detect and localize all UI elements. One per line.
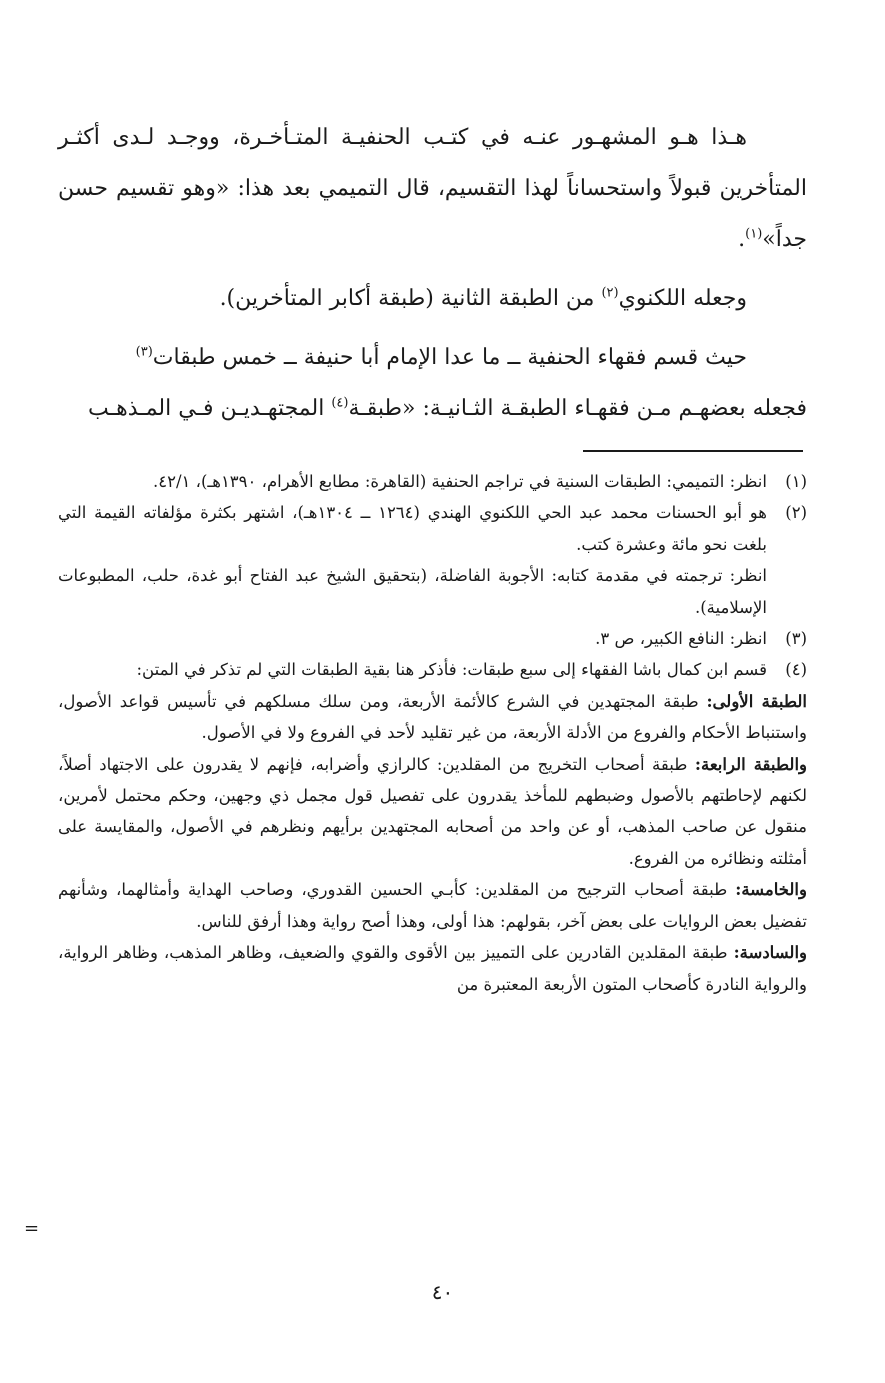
footnote-paragraph: انظر: التميمي: الطبقات السنية في تراجم الحنفية (القاهرة: مطابع الأهرام، ١٣٩٠هـ)، ٤٢/١. (152, 472, 767, 491)
footnote-text (58, 466, 767, 497)
footnote-number: (١) (785, 472, 807, 491)
footnote-ref[interactable]: (٤) (331, 395, 349, 411)
footnote-3 (58, 623, 807, 654)
paragraph-text: وجعله اللكنوي (618, 286, 747, 311)
footnote-ref[interactable]: (١) (745, 226, 763, 242)
paragraph-text: من الطبقة الثانية (طبقة أكابر المتأخرين). (219, 286, 602, 311)
tier-text: طبقة المجتهدين في الشرع كالأئمة الأربعة، ومن سلك مسلكهم في تأسيس قواعد الأصول، واستنباط الأحكام والفروع من الأدلة الأربعة، من غير تقليد لأحد في الفروع ولا في الأصول. (58, 691, 807, 743)
footnote-text (58, 623, 767, 654)
paragraph-text: المجتهـديـن فـي المـذهـب (88, 396, 332, 421)
footnote-paragraph: انظر: النافع الكبير، ص ٣. (595, 629, 767, 649)
tier-paragraph (58, 937, 807, 1000)
footnote-ref[interactable]: (٣) (135, 344, 153, 360)
footnote-4 (58, 654, 807, 685)
footnote-paragraph: قسم ابن كمال باشا الفقهاء إلى سبع طبقات: فأذكر هنا بقية الطبقات التي لم تذكر في المتن: (136, 660, 767, 680)
tier-paragraph (58, 749, 807, 875)
page-number: ٤٠ (431, 1280, 454, 1304)
footnote-number: (٤) (785, 660, 807, 680)
footnote-2 (58, 497, 807, 623)
tier-text: طبقة أصحاب التخريج من المقلدين: كالرازي وأضرابه، فإنهم لا يقدرون على الاجتهاد أصلاً، لكنهم لإحاطتهم بالأصول وضبطهم للمأخذ يقدرون على تفصيل قول مجمل ذي وجهين، وحكم محتمل لأمرين، منقول عن صاحب المذهب، أو عن واحد من أصحابه المجتهدين برأيهم ونظرهم في الأصول، والمقايسة على أمثلته ونظائره من الفروع. (58, 754, 807, 868)
footnote-text (58, 654, 767, 685)
main-text (58, 112, 807, 434)
footnote-text (58, 497, 767, 623)
footnote-paragraph: انظر: ترجمته في مقدمة كتابه: الأجوبة الفاضلة، (بتحقيق الشيخ عبد الفتاح أبو غدة، حلب، المطبوعات الإسلامية). (58, 566, 767, 617)
paragraph-text: حيث قسم فقهاء الحنفية ــ ما عدا الإمام أبا حنيفة ــ خمس طبقات (152, 345, 747, 370)
footnotes (58, 466, 807, 1000)
footnote-ref[interactable]: (٢) (601, 285, 619, 301)
tier-text: طبقة أصحاب الترجيح من المقلدين: كأبـي الحسين القدوري، وصاحب الهداية وأمثالهما، وشأنهم تفضيل بعض الروايات على بعض آخر، بقولهم: هذا أولى، وهذا أصح رواية وهذا أرفق للناس. (58, 880, 807, 931)
footnote-number: (٢) (785, 503, 807, 523)
continuation-mark: = (24, 1218, 40, 1239)
paragraph (58, 332, 807, 383)
paragraph (58, 273, 807, 324)
paragraph-text: هـذا هـو المشهـور عنـه في كتـب الحنفيـة المتـأخـرة، ووجـد لـدى أكثـر المتأخرين قبولاً واستحساناً لهذا التقسيم، قال التميمي بعد هذا: «وهو تقسيم حسن جداً» (58, 125, 807, 252)
tier-label: والخامسة: (735, 880, 807, 900)
tier-label: والطبقة الرابعة: (694, 754, 807, 774)
tier-label: والسادسة: (733, 943, 807, 963)
paragraph-text: فجعله بعضهـم مـن فقهـاء الطبقـة الثـانيـة: «طبقـة (348, 396, 807, 421)
paragraph (58, 383, 807, 434)
footnote-paragraph: هو أبو الحسنات محمد عبد الحي اللكنوي الهندي (١٢٦٤ ــ ١٣٠٤هـ)، اشتهر بكثرة مؤلفاته القيمة التي بلغت نحو مائة وعشرة كتب. (58, 503, 767, 554)
tier-text: طبقة المقلدين القادرين على التمييز بين الأقوى والقوي والضعيف، وظاهر المذهب، وظاهر الرواية، والرواية النادرة كأصحاب المتون الأربعة المعتبرة من (58, 943, 807, 994)
paragraph-text: . (738, 227, 746, 252)
paragraph (58, 112, 807, 265)
tier-paragraph (58, 874, 807, 937)
footnote-divider (583, 450, 803, 452)
tier-label: الطبقة الأولى: (706, 691, 807, 711)
footnote-1 (58, 466, 807, 497)
tier-paragraph (58, 686, 807, 749)
footnote-number: (٣) (785, 629, 807, 649)
